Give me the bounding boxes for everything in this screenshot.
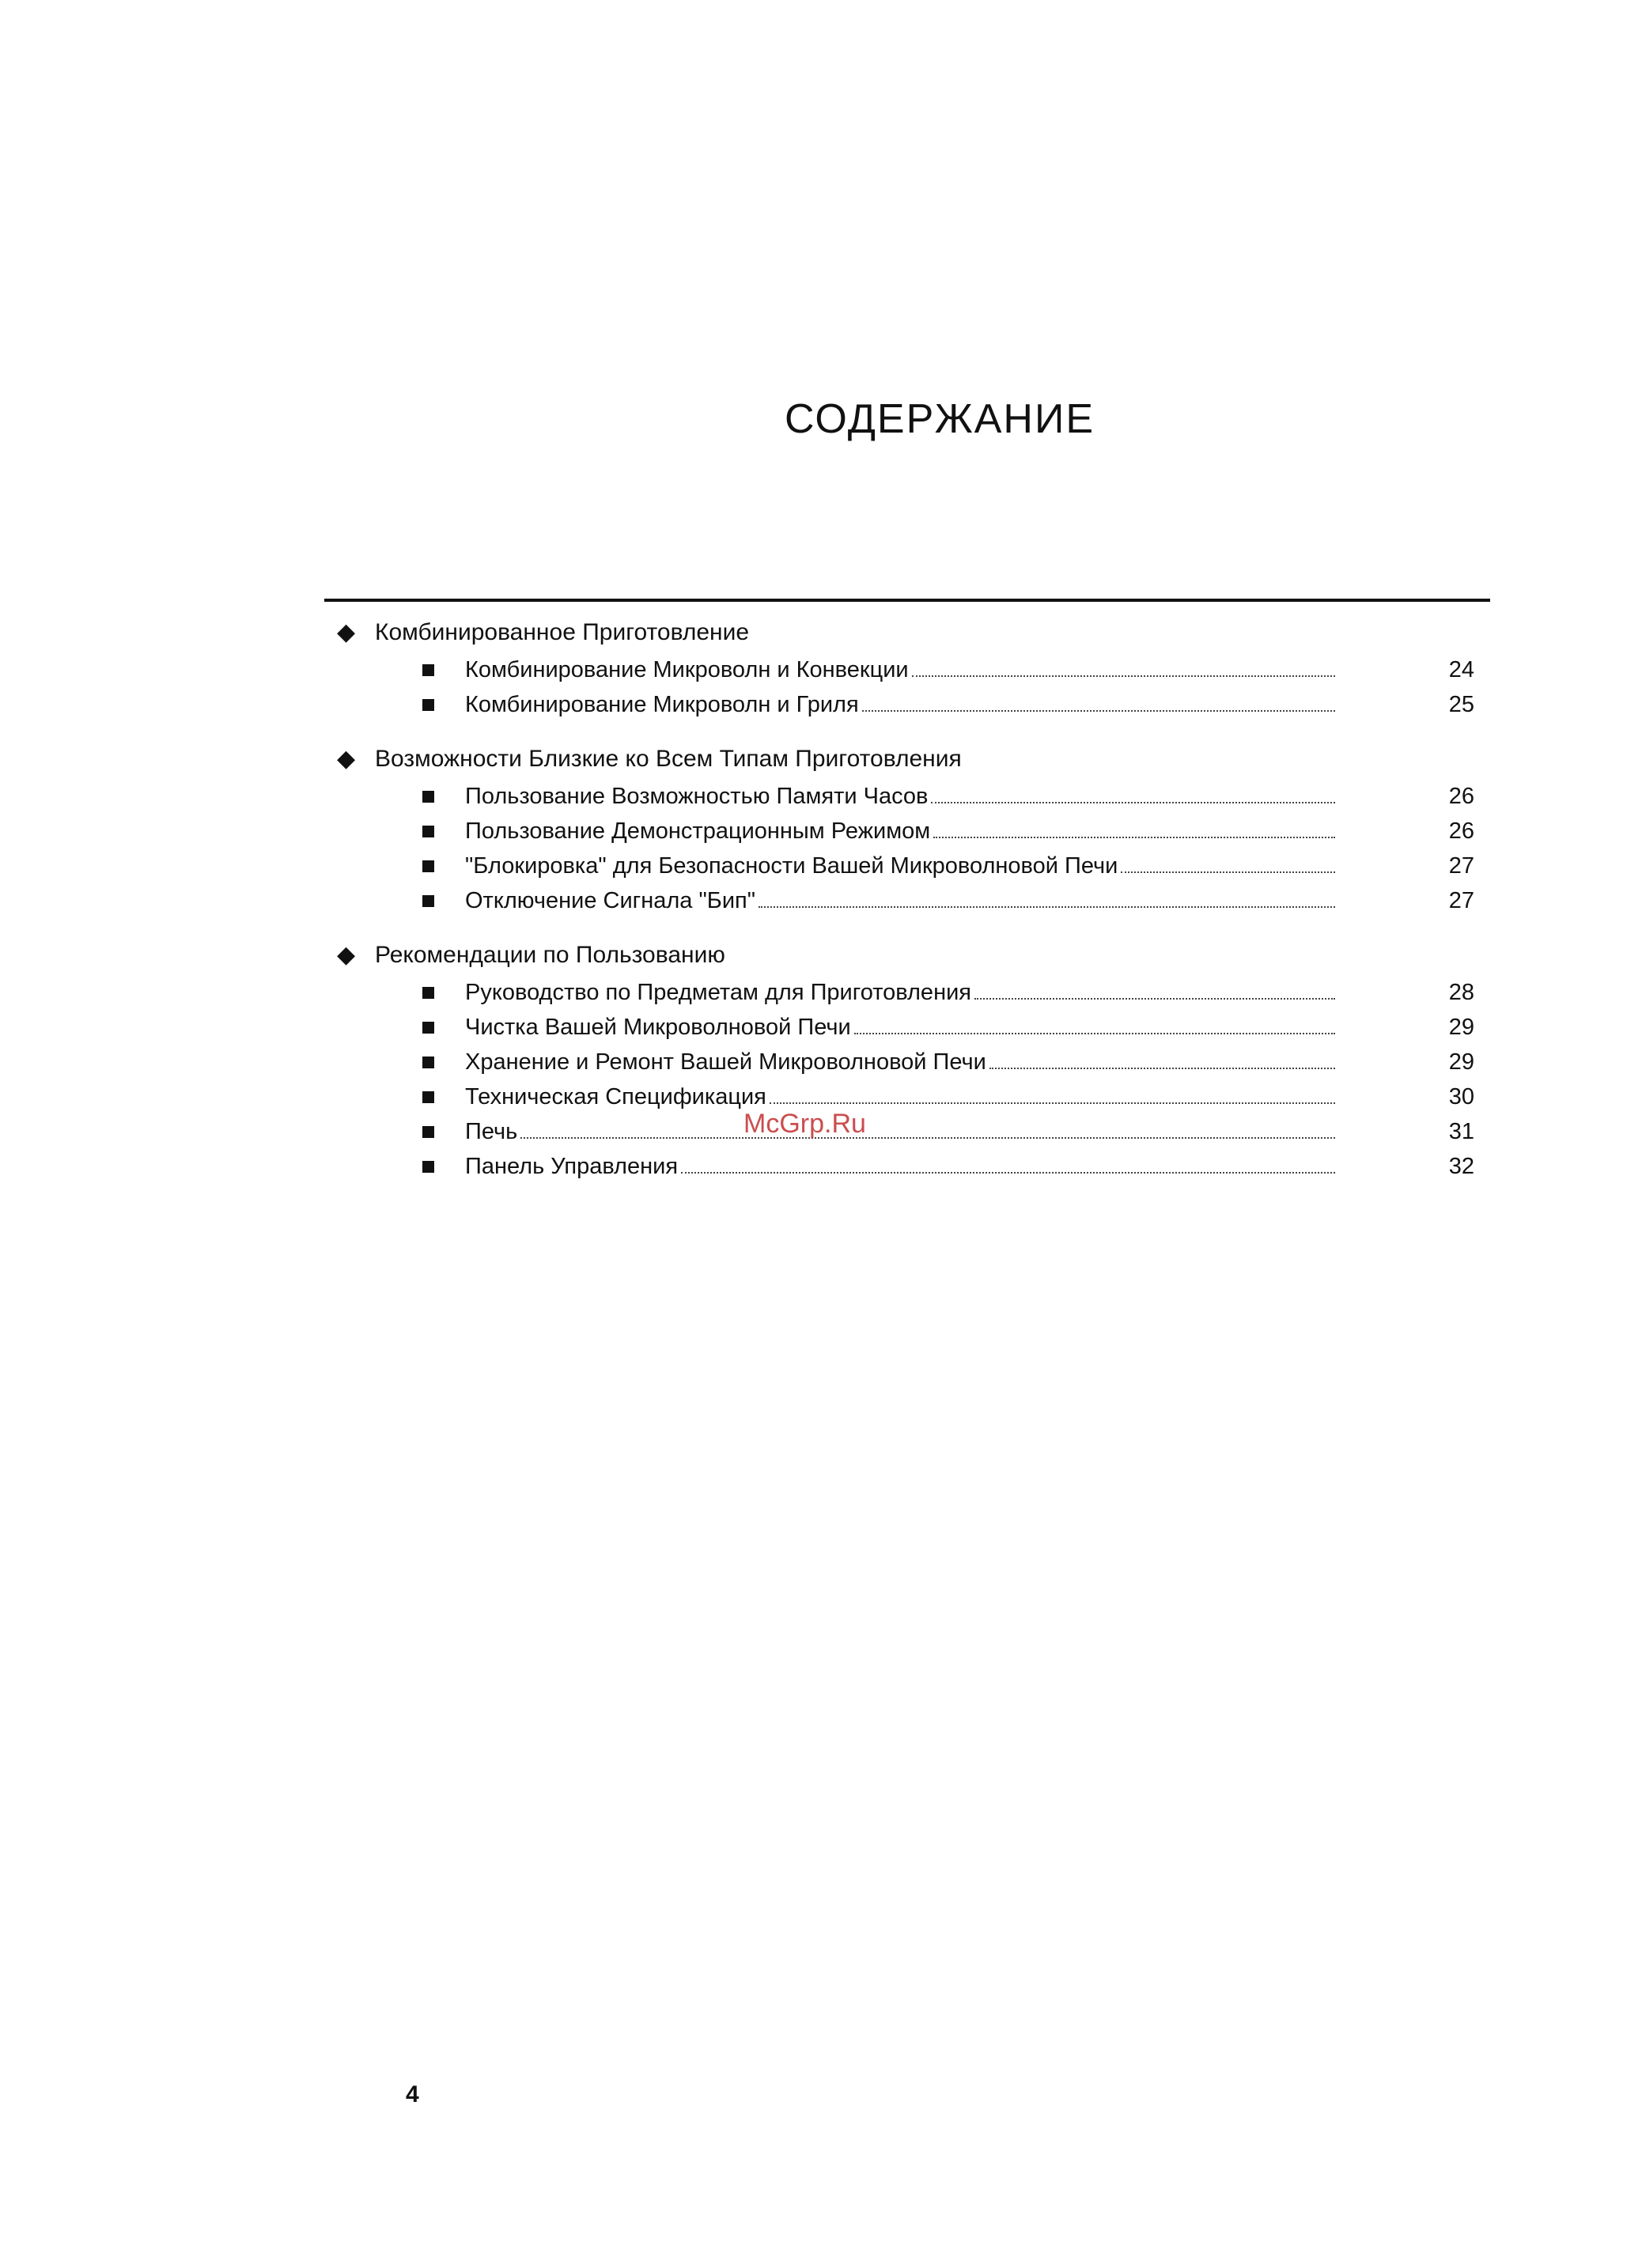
toc-entry-label: Пользование Демонстрационным Режимом: [465, 818, 931, 844]
square-bullet-icon: [422, 1057, 434, 1068]
square-bullet-icon: [422, 1161, 434, 1173]
watermark: McGrp.Ru: [743, 1109, 866, 1139]
toc-top-rule: [324, 599, 1490, 602]
square-bullet-icon: [422, 1091, 434, 1103]
toc-entry-label: Отключение Сигнала "Бип": [465, 888, 756, 913]
square-bullet-icon: [422, 1022, 434, 1034]
square-bullet-icon: [422, 791, 434, 803]
section-title: Возможности Близкие ко Всем Типам Приготовления: [375, 746, 962, 772]
dot-leader: [933, 837, 1335, 838]
toc-entry-label: Комбинирование Микроволн и Конвекции: [465, 657, 909, 682]
dot-leader: [974, 998, 1335, 1000]
square-bullet-icon: [422, 987, 434, 999]
dot-leader: [770, 1102, 1335, 1104]
toc-entry[interactable]: [324, 1045, 1490, 1079]
toc-entry[interactable]: [324, 1010, 1490, 1045]
toc-entry-page: 28: [1448, 980, 1474, 1005]
dot-leader: [759, 906, 1335, 908]
toc-entry-page: 26: [1448, 784, 1474, 809]
diamond-bullet-icon: ◆: [337, 746, 356, 772]
toc-entry[interactable]: [324, 1114, 1490, 1149]
toc-entry-label: Чистка Вашей Микроволновой Печи: [465, 1015, 851, 1040]
toc-entry-page: 31: [1448, 1119, 1474, 1144]
square-bullet-icon: [422, 826, 434, 837]
toc-entry-label: Комбинирование Микроволн и Гриля: [465, 692, 859, 717]
square-bullet-icon: [422, 664, 434, 676]
toc-entry-label: "Блокировка" для Безопасности Вашей Микроволновой Печи: [465, 853, 1118, 879]
toc-entry-page: 30: [1448, 1084, 1474, 1109]
table-of-contents: [324, 613, 1490, 1201]
square-bullet-icon: [422, 699, 434, 711]
section-heading: [324, 936, 1490, 975]
dot-leader: [912, 675, 1335, 677]
toc-entry[interactable]: [324, 1149, 1490, 1184]
diamond-bullet-icon: ◆: [337, 619, 356, 645]
dot-leader: [681, 1172, 1335, 1174]
toc-section: [324, 739, 1490, 918]
square-bullet-icon: [422, 895, 434, 907]
toc-entry-label: Хранение и Ремонт Вашей Микроволновой Печи: [465, 1049, 986, 1075]
toc-entry[interactable]: [324, 652, 1490, 687]
toc-entry-page: 25: [1448, 692, 1474, 717]
toc-entry[interactable]: [324, 883, 1490, 918]
dot-leader: [1121, 871, 1335, 873]
toc-entry-page: 24: [1448, 657, 1474, 682]
dot-leader: [989, 1068, 1335, 1069]
toc-entry-page: 26: [1448, 818, 1474, 844]
toc-entry[interactable]: [324, 975, 1490, 1010]
section-title: Рекомендации по Пользованию: [375, 942, 725, 968]
toc-entry-label: Печь: [465, 1119, 518, 1144]
toc-entry[interactable]: [324, 779, 1490, 814]
toc-entry-page: 29: [1448, 1015, 1474, 1040]
page-title: СОДЕРЖАНИЕ: [784, 396, 1095, 442]
dot-leader: [854, 1033, 1335, 1034]
toc-entry[interactable]: [324, 1079, 1490, 1114]
toc-entry-page: 29: [1448, 1049, 1474, 1075]
toc-entry-page: 27: [1448, 888, 1474, 913]
toc-entry-label: Руководство по Предметам для Приготовления: [465, 980, 971, 1005]
toc-section: [324, 936, 1490, 1184]
diamond-bullet-icon: ◆: [337, 942, 356, 968]
square-bullet-icon: [422, 860, 434, 872]
page-number: 4: [406, 2081, 419, 2107]
dot-leader: [931, 802, 1335, 803]
toc-entry-label: Техническая Спецификация: [465, 1084, 766, 1109]
toc-entry-label: Панель Управления: [465, 1154, 679, 1179]
toc-entry[interactable]: [324, 814, 1490, 849]
toc-entry[interactable]: [324, 687, 1490, 722]
toc-entry-page: 32: [1448, 1154, 1474, 1179]
section-heading: [324, 613, 1490, 652]
square-bullet-icon: [422, 1126, 434, 1138]
toc-section: [324, 613, 1490, 722]
toc-entry-label: Пользование Возможностью Памяти Часов: [465, 784, 929, 809]
toc-entry-page: 27: [1448, 853, 1474, 879]
dot-leader: [862, 710, 1335, 712]
dot-leader: [520, 1137, 1335, 1139]
section-heading: [324, 739, 1490, 779]
toc-entry[interactable]: [324, 849, 1490, 883]
section-title: Комбинированное Приготовление: [375, 619, 750, 645]
